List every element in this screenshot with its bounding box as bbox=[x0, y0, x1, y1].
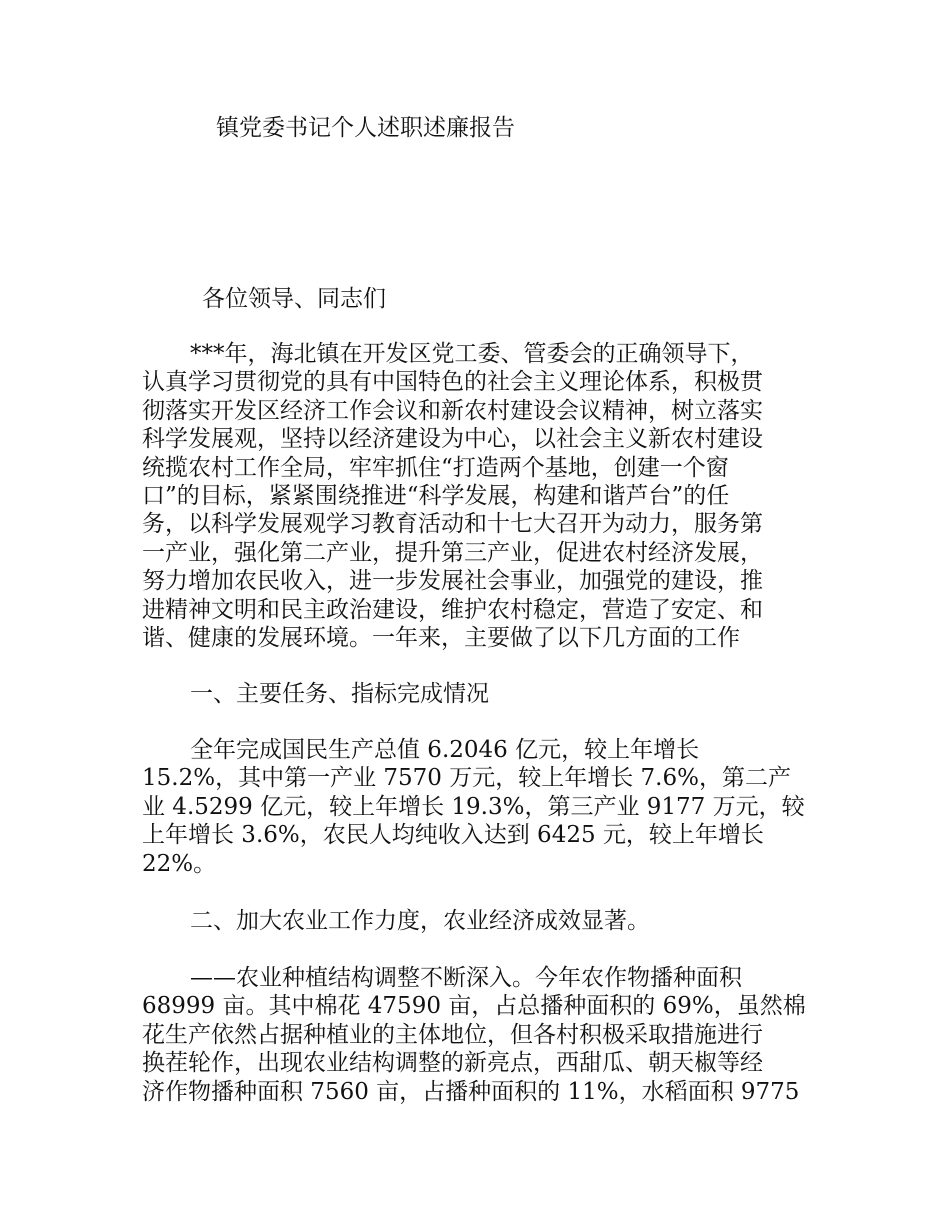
text-line: 一产业，强化第二产业，提升第三产业，促进农村经济发展， bbox=[142, 539, 763, 566]
text-line: 统揽农村工作全局，牢牢抓住“打造两个基地，创建一个窗 bbox=[142, 454, 729, 481]
text-line: 谐、健康的发展环境。一年来，主要做了以下几方面的工作 bbox=[142, 625, 740, 652]
text-line: 上年增长 3.6%，农民人均纯收入达到 6425 元，较上年增长 bbox=[142, 822, 764, 849]
text-line: 22%。 bbox=[142, 850, 217, 877]
text-line: 务，以科学发展观学习教育活动和十七大召开为动力，服务第 bbox=[142, 511, 763, 538]
document-title: 镇党委书记个人述职述廉报告 bbox=[216, 115, 515, 141]
paragraph-intro bbox=[142, 340, 822, 652]
salutation: 各位领导、同志们 bbox=[202, 286, 386, 312]
text-line: 进精神文明和民主政治建设，维护农村稳定，营造了安定、和 bbox=[142, 596, 763, 623]
text-line: 彻落实开发区经济工作会议和新农村建设会议精神，树立落实 bbox=[142, 397, 763, 424]
text-line: 换茬轮作，出现农业结构调整的新亮点，西甜瓜、朝天椒等经 bbox=[142, 1050, 763, 1077]
text-line: 花生产依然占据种植业的主体地位，但各村积极采取措施进行 bbox=[142, 1021, 763, 1048]
text-line: 认真学习贯彻党的具有中国特色的社会主义理论体系，积极贯 bbox=[142, 369, 763, 396]
section-heading-1: 一、主要任务、指标完成情况 bbox=[190, 681, 489, 707]
text-line: 科学发展观，坚持以经济建设为中心，以社会主义新农村建设 bbox=[142, 426, 763, 453]
section-heading-2: 二、加大农业工作力度，农业经济成效显著。 bbox=[190, 908, 650, 934]
text-line: 业 4.5299 亿元，较上年增长 19.3%，第三产业 9177 万元，较 bbox=[142, 793, 805, 820]
text-line: 济作物播种面积 7560 亩，占播种面积的 11%，水稻面积 9775 bbox=[142, 1078, 800, 1105]
text-line: ——农业种植结构调整不断深入。今年农作物播种面积 bbox=[190, 965, 742, 991]
text-line: 口”的目标，紧紧围绕推进“科学发展，构建和谐芦台”的任 bbox=[142, 483, 730, 510]
text-line: 全年完成国民生产总值 6.2046 亿元，较上年增长 bbox=[190, 737, 700, 763]
paragraph-indicators bbox=[142, 736, 822, 878]
paragraph-agriculture bbox=[142, 964, 822, 1106]
text-line: ***年，海北镇在开发区党工委、管委会的正确领导下， bbox=[190, 341, 754, 367]
text-line: 努力增加农民收入，进一步发展社会事业，加强党的建设，推 bbox=[142, 568, 763, 595]
text-line: 15.2%，其中第一产业 7570 万元，较上年增长 7.6%，第二产 bbox=[142, 765, 791, 792]
text-line: 68999 亩。其中棉花 47590 亩，占总播种面积的 69%，虽然棉 bbox=[142, 993, 806, 1020]
